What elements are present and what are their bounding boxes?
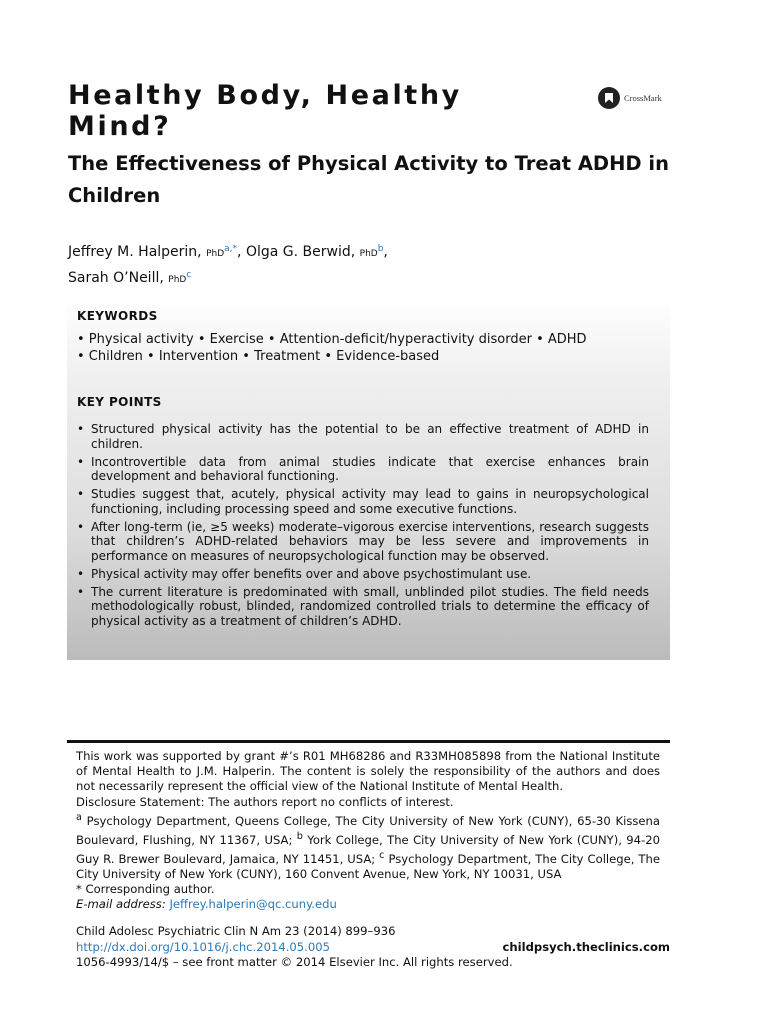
key-points-list (77, 422, 649, 632)
key-point-item: • Structured physical activity has the potential to be an effective treatment of ADHD in children. (77, 422, 649, 451)
author-separator: , (237, 244, 242, 260)
footnote-divider (67, 740, 670, 743)
key-point-item: • The current literature is predominated with small, unblinded pilot studies. The field needs methodologically robust, blinded, randomized controlled trials to determine the efficacy of physical activity as a treatment of children’s ADHD. (77, 585, 649, 629)
crossmark-label: CrossMark (624, 93, 662, 103)
key-point-item: • Studies suggest that, acutely, physical activity may lead to gains in neuropsychological functioning, including processing speed and some executive functions. (77, 487, 649, 516)
affiliation-mark-a: a (76, 811, 82, 823)
article-title: Healthy Body, Healthy Mind? (68, 80, 462, 142)
author-name: Olga G. Berwid, (245, 244, 356, 260)
keywords-heading: KEYWORDS (77, 309, 158, 323)
affiliation-a: Psychology Department, Queens College, The City University of New York (CUNY), 65-30 Kissena Boulevard, Flushing, NY 11367, USA; (76, 813, 660, 847)
journal-info (76, 924, 670, 971)
affiliation-mark-c: c (379, 849, 385, 861)
funding-note: This work was supported by grant #’s R01 MH68286 and R33MH085898 from the National Institute of Mental Health to J.M. Halperin. The content is solely the responsibility of the authors and does not necessarily represent the official view of the National Institute of Mental Health. (76, 749, 660, 794)
author-affiliation-mark[interactable]: b (377, 244, 384, 254)
author-degree: PhD (359, 249, 378, 259)
affiliations (76, 810, 660, 882)
author-separator: , (383, 244, 388, 260)
article-subtitle: The Effectiveness of Physical Activity to Treat ADHD in Children (68, 152, 669, 207)
affiliation-b: York College, The City University of New York (CUNY), 94-20 Guy R. Brewer Boulevard, Jamaica, NY 11451, USA; (76, 832, 660, 866)
author-affiliation-mark[interactable]: a, (224, 244, 233, 254)
email-link[interactable]: Jeffrey.halperin@qc.cuny.edu (169, 897, 337, 912)
crossmark-badge[interactable] (598, 86, 678, 110)
key-point-item: • Physical activity may offer benefits over and above psychostimulant use. (77, 567, 649, 582)
author-affiliation-mark[interactable]: c (186, 270, 192, 280)
disclosure-statement: Disclosure Statement: The authors report no conflicts of interest. (76, 794, 454, 809)
footnotes (76, 749, 660, 913)
keywords-line: • Children • Intervention • Treatment • Evidence-based (77, 349, 440, 364)
author-degree: PhD (168, 275, 187, 285)
keywords-keypoints-box (67, 298, 670, 660)
journal-website[interactable]: childpsych.theclinics.com (502, 939, 670, 954)
corresponding-author: * Corresponding author. (76, 882, 215, 897)
author-list (68, 239, 708, 291)
email-label: E-mail address: (76, 897, 166, 912)
corresponding-mark[interactable]: * (232, 244, 238, 254)
crossmark-icon (598, 87, 620, 109)
copyright-line: 1056-4993/14/$ – see front matter © 2014 Elsevier Inc. All rights reserved. (76, 955, 513, 969)
key-points-heading: KEY POINTS (77, 395, 162, 409)
keywords-line: • Physical activity • Exercise • Attention-deficit/hyperactivity disorder • ADHD (77, 332, 587, 347)
affiliation-mark-b: b (296, 830, 303, 842)
journal-citation: Child Adolesc Psychiatric Clin N Am 23 (2014) 899–936 (76, 924, 396, 938)
key-point-item: • Incontrovertible data from animal studies indicate that exercise enhances brain development and behavioral functioning. (77, 455, 649, 484)
author-name: Sarah O’Neill, (68, 270, 164, 286)
doi-link[interactable]: http://dx.doi.org/10.1016/j.chc.2014.05.005 (76, 939, 330, 954)
email-line (76, 897, 660, 912)
author-line-1 (68, 239, 708, 265)
author-degree: PhD (206, 249, 225, 259)
key-point-item: • After long-term (ie, ≥5 weeks) moderate–vigorous exercise interventions, research suggests that children’s ADHD-related behaviors may be less severe and improvements in performance on measures of neuropsychological function may be observed. (77, 520, 649, 564)
author-line-2 (68, 265, 708, 291)
affiliation-c: Psychology Department, The City College, The City University of New York (CUNY), 160 Convent Avenue, New York, NY 10031, USA (76, 851, 660, 881)
author-name: Jeffrey M. Halperin, (68, 244, 202, 260)
